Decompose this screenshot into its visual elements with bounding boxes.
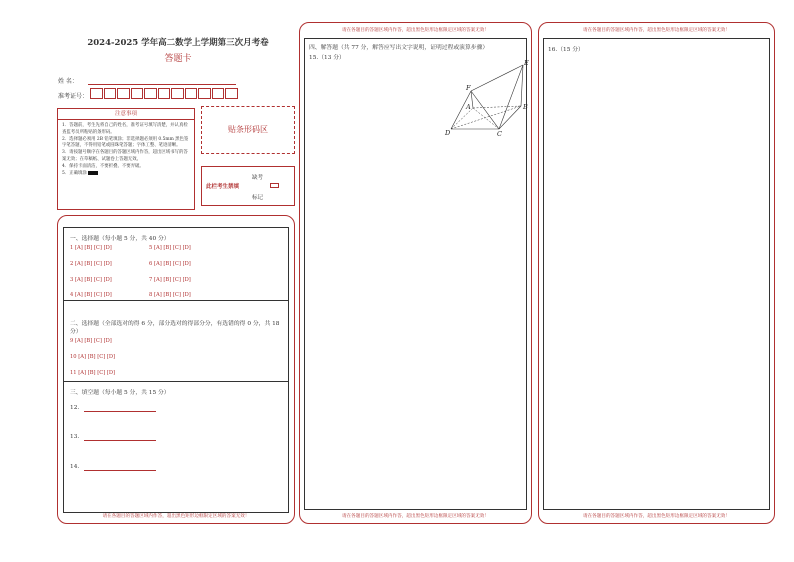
choice-row[interactable]: 11 [A] [B] [C] [D] [70,370,116,376]
id-digit-box[interactable] [104,88,117,99]
answer-frame-left [63,227,289,513]
vertex-label: A [466,103,471,111]
fill-blank-label: 12. [70,405,80,411]
choice-row[interactable]: 6 [A] [B] [C] [D] [149,261,191,267]
choice-row[interactable]: 5 [A] [B] [C] [D] [149,245,191,251]
answer-panel-middle [299,22,532,524]
answer-panel-right [538,22,775,524]
id-digit-box[interactable] [212,88,225,99]
fill-blank-label: 13. [70,434,80,440]
notice-heading: 注意事项 [58,109,194,120]
choice-row[interactable]: 9 [A] [B] [C] [D] [70,338,112,344]
name-field[interactable] [88,84,236,85]
id-digit-box[interactable] [185,88,198,99]
absent-mark-box [201,166,295,206]
warning-text: 请在各题目的答题区域内作答，超出黑色矩形边框限定区域的答案无效！ [582,28,730,33]
absent-label: 缺考 [252,175,264,181]
section-title: 三、填空题（每小题 5 分，共 15 分） [70,390,170,396]
notice-box [57,108,195,210]
choice-row[interactable]: 1 [A] [B] [C] [D] [70,245,112,251]
page-title: 2024-2025 学年高二数学上学期第三次月考卷 [87,38,269,48]
vertex-label: E [524,59,529,67]
vertex-label: C [497,130,502,137]
choice-row[interactable]: 8 [A] [B] [C] [D] [149,292,191,298]
warning-text: 请在各题目的答题区域内作答，超出黑色矩形边框限定区域的答案无效！ [341,514,489,519]
question-label: 16.（15 分） [548,47,584,53]
choice-row[interactable]: 2 [A] [B] [C] [D] [70,261,112,267]
answer-panel-left [57,215,295,524]
id-digit-box[interactable] [144,88,157,99]
vertex-label: D [445,129,451,137]
warning-text: 请在各题目的答题区域内作答，超出黑色矩形边框限定区域的答案无效！ [582,514,730,519]
vertex-label: B [523,103,528,111]
notice-item: 4．保持卡面清洁，不要折叠、不要弄破。 [62,163,144,169]
notice-item: 1．答题前，考生先将自己的姓名，准考证号填写清楚，并认真检查监考员所粘贴的条形码。 [62,123,188,135]
section-divider [64,381,288,382]
fill-blank-line[interactable] [84,440,156,441]
page-subtitle: 答题卡 [164,54,192,64]
choice-row[interactable]: 7 [A] [B] [C] [D] [149,277,191,283]
id-digit-box[interactable] [90,88,103,99]
vertex-label: F [466,84,471,92]
fill-blank-line[interactable] [84,470,156,471]
exam-id-boxes[interactable] [90,88,239,99]
absent-restricted-label: 此栏考生禁填 [206,184,240,190]
choice-row[interactable]: 4 [A] [B] [C] [D] [70,292,112,298]
notice-item: 2．选择题必须用 2B 铅笔填涂；非选择题必须用 0.5mm 黑色签字笔答题，不得用铅笔或圆珠笔答题；字体工整、笔迹清晰。 [62,136,189,149]
id-digit-box[interactable] [117,88,130,99]
section-divider [64,300,288,301]
section-title: 一、选择题（每小题 5 分，共 40 分） [70,236,170,242]
fill-blank-line[interactable] [84,411,156,412]
id-digit-box[interactable] [198,88,211,99]
choice-row[interactable]: 3 [A] [B] [C] [D] [70,277,112,283]
filled-mark-sample [88,171,98,175]
notice-item: 5．正确填涂 [62,170,87,176]
id-digit-box[interactable] [171,88,184,99]
geometry-figure [443,59,535,137]
barcode-area: 贴条形码区 [201,106,295,154]
id-digit-box[interactable] [158,88,171,99]
answer-frame-middle[interactable] [304,38,527,510]
choice-row[interactable]: 10 [A] [B] [C] [D] [70,354,116,360]
warning-text: 请在各题目的答题区域内作答，超出黑色矩形边框限定区域的答案无效！ [102,514,250,519]
absent-checkbox[interactable] [270,183,279,188]
exam-id-label: 准考证号： [58,93,89,100]
section-title: 四、解答题（共 77 分，解答应写出文字说明，证明过程或演算步骤） [309,45,489,51]
notice-item: 3．请按题号顺序在各题目的答题区域内作答，超出区域书写的答案无效；在草稿纸、试题卷上答题无效。 [62,150,188,162]
id-digit-box[interactable] [131,88,144,99]
absent-mark-label: 标记 [252,195,264,201]
warning-text: 请在各题目的答题区域内作答，超出黑色矩形边框限定区域的答案无效！ [341,28,489,33]
answer-frame-right[interactable] [543,38,770,510]
id-digit-box[interactable] [225,88,238,99]
question-label: 15.（13 分） [309,55,345,61]
fill-blank-label: 14. [70,464,80,470]
name-label: 姓 名： [58,78,78,85]
section-title: 二、选择题（全部选对的得 6 分，部分选对的得部分分，有选错的得 0 分，共 18 分） [70,321,280,335]
